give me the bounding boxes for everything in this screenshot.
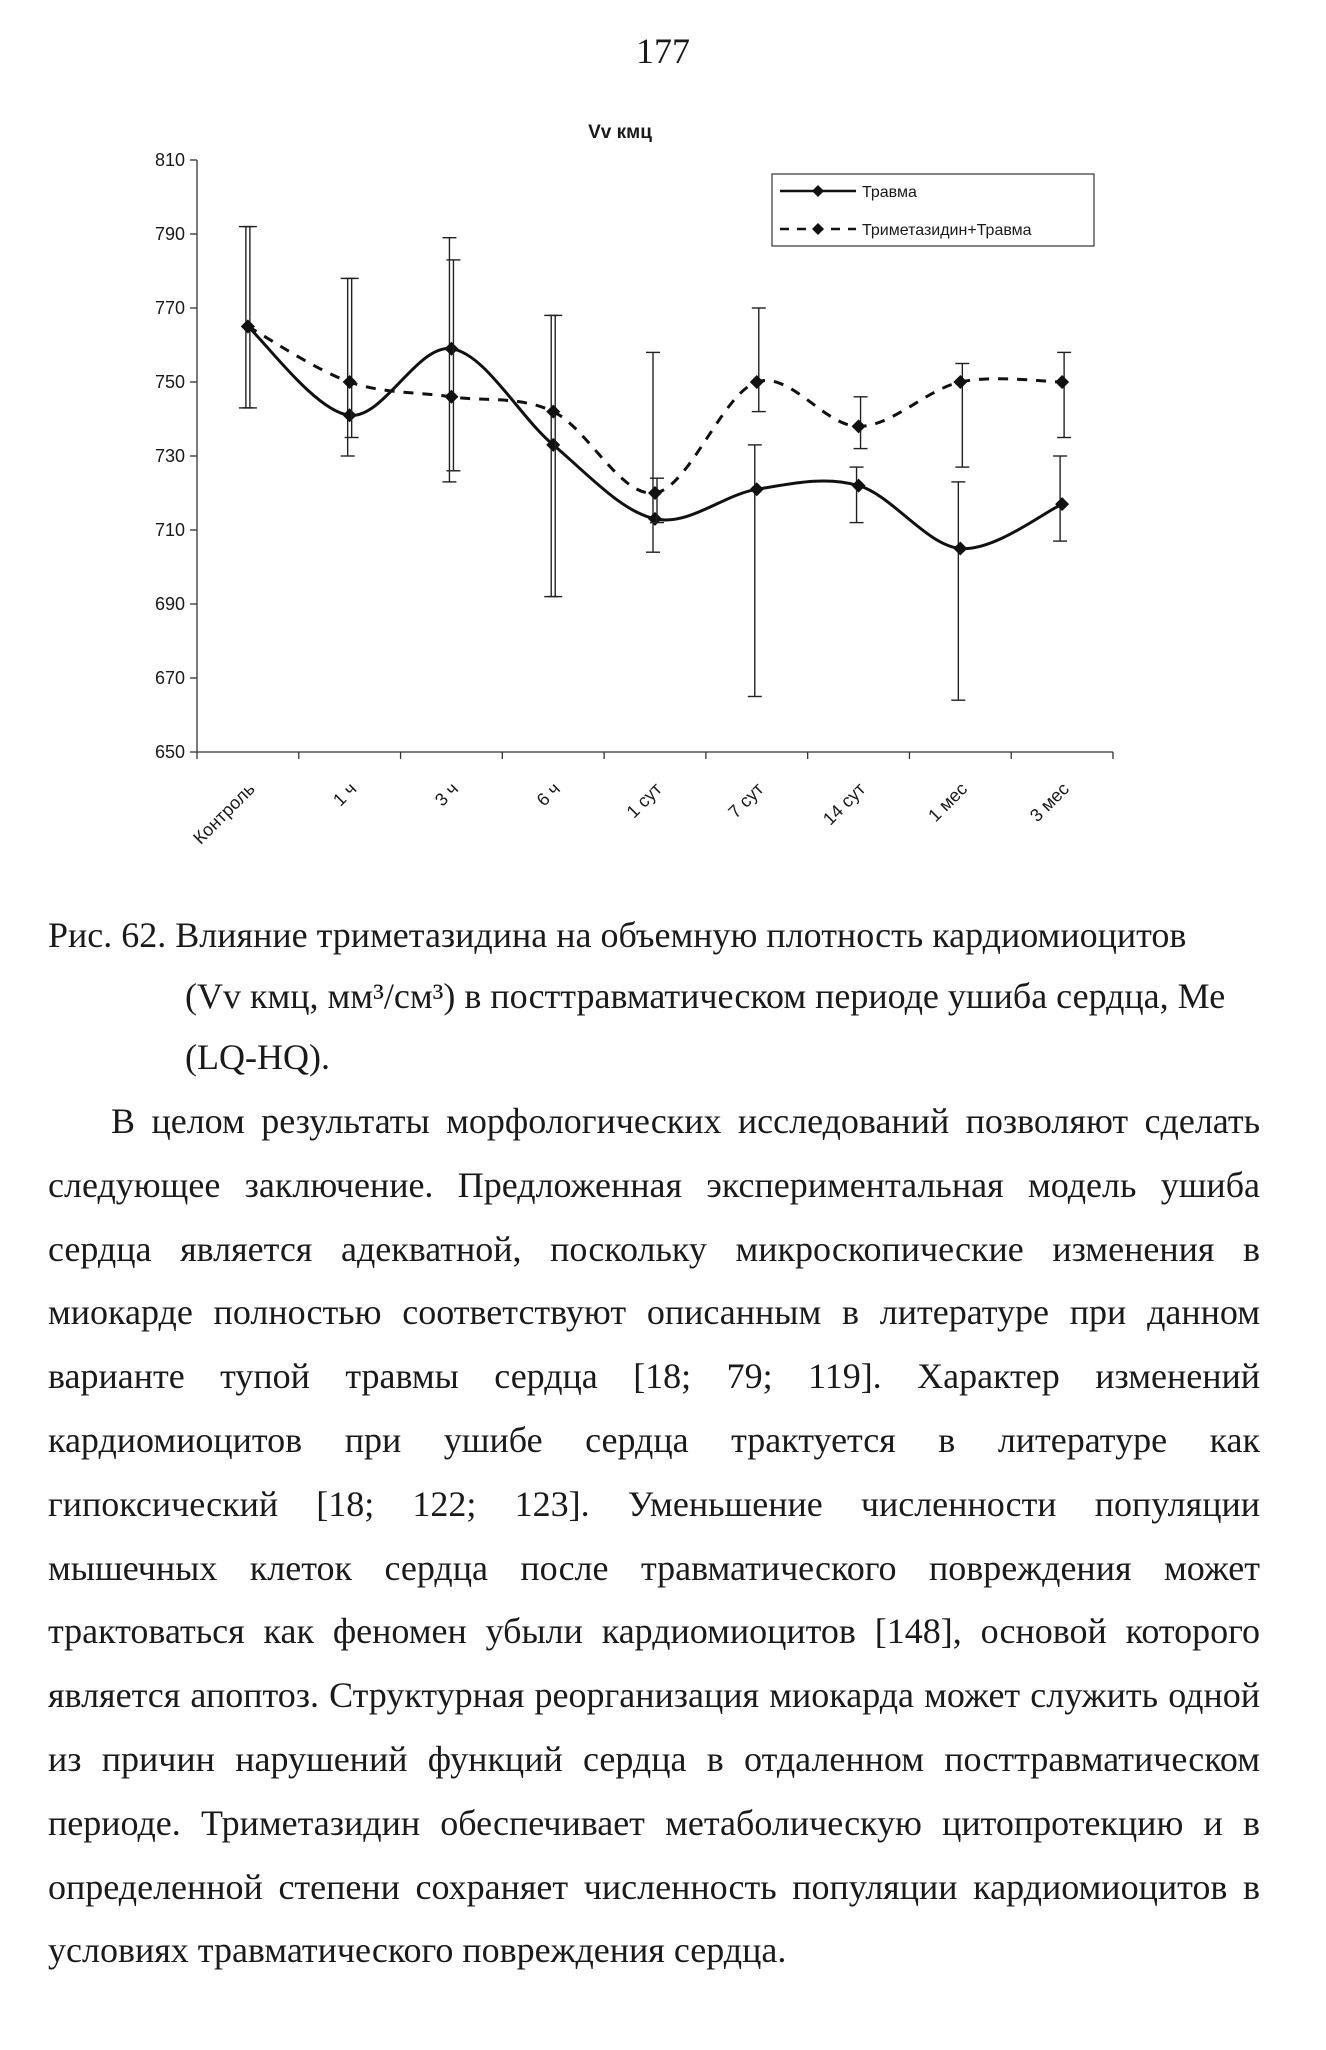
y-tick-label: 710 bbox=[154, 520, 185, 540]
chart-legend bbox=[772, 174, 1094, 246]
data-point bbox=[852, 479, 866, 493]
data-point bbox=[343, 408, 357, 422]
data-point bbox=[953, 542, 967, 556]
x-tick-label: 3 мес bbox=[1025, 778, 1073, 826]
y-tick-label: 670 bbox=[154, 668, 185, 688]
caption-line-3: (LQ-HQ). bbox=[185, 1037, 330, 1077]
caption-line-2: (Vv кмц, мм³/см³) в посттравматическом периоде ушиба сердца, Ме bbox=[185, 976, 1226, 1016]
data-point bbox=[648, 486, 662, 500]
series-layer bbox=[239, 227, 1071, 701]
x-tick-label: 6 ч bbox=[532, 778, 565, 811]
x-tick-label: 7 сут bbox=[724, 778, 768, 823]
x-tick-label: 1 мес bbox=[924, 778, 972, 826]
body-paragraph: В целом результаты морфологических исследований позволяют сделать следующее заключение. Предложенная экспериментальная модель ушиба сердца является адекватной, поскольку микроскопические изменения в миокарде полностью соответствуют описанным в литературе при данном варианте тупой травмы сердца [18; 79; 119]. Характер изменений кардиомиоцитов при ушибе сердца трактуется в литературе как гипоксический [18; 122; 123]. Уменьшение численности популяции мышечных клеток сердца после травматического повреждения может трактоваться как феномен убыли кардиомиоцитов [148], основой которого является апоптоз. Структурная реорганизация миокарда может служить одной из причин нарушений функций сердца в отдаленном посттравматическом периоде. Триметазидин обеспечивает метаболическую цитопротекцию и в определенной степени сохраняет численность популяции кардиомиоцитов в условиях травматического повреждения сердца. bbox=[48, 1101, 1260, 1971]
x-axis-ticks bbox=[189, 752, 1113, 848]
data-point bbox=[1055, 375, 1069, 389]
data-point bbox=[546, 405, 560, 419]
x-tick-label: 3 ч bbox=[430, 778, 463, 811]
x-tick-label: Контроль bbox=[189, 778, 259, 849]
vv-chart bbox=[0, 0, 1326, 880]
y-tick-label: 790 bbox=[154, 224, 185, 244]
figure-caption bbox=[48, 905, 1278, 1088]
data-point bbox=[444, 390, 458, 404]
data-point bbox=[648, 512, 662, 526]
legend-label-trauma: Травма bbox=[862, 184, 917, 201]
page-number: 177 bbox=[636, 31, 690, 71]
caption-line-1: Рис. 62. Влияние триметазидина на объемную плотность кардиомиоцитов bbox=[48, 915, 1187, 955]
x-tick-label: 14 сут bbox=[818, 778, 870, 830]
y-axis-ticks bbox=[155, 150, 197, 762]
y-tick-label: 750 bbox=[154, 372, 185, 392]
y-tick-label: 690 bbox=[154, 594, 185, 614]
y-tick-label: 770 bbox=[154, 298, 185, 318]
legend-label-trimetazidine: Триметазидин+Травма bbox=[862, 222, 1032, 239]
data-point bbox=[343, 375, 357, 389]
chart-axes bbox=[197, 160, 1113, 752]
x-tick-label: 1 сут bbox=[622, 778, 666, 823]
data-point bbox=[444, 342, 458, 356]
y-tick-label: 810 bbox=[154, 150, 185, 170]
data-point bbox=[852, 419, 866, 433]
x-tick-label: 1 ч bbox=[329, 778, 361, 811]
body-text bbox=[48, 1090, 1260, 1983]
chart-title: Vv кмц bbox=[588, 122, 652, 143]
series-trauma bbox=[239, 227, 1069, 701]
data-point bbox=[750, 482, 764, 496]
y-tick-label: 730 bbox=[154, 446, 185, 466]
data-point bbox=[750, 375, 764, 389]
data-point bbox=[1055, 497, 1069, 511]
data-point bbox=[953, 375, 967, 389]
y-tick-label: 650 bbox=[154, 742, 185, 762]
